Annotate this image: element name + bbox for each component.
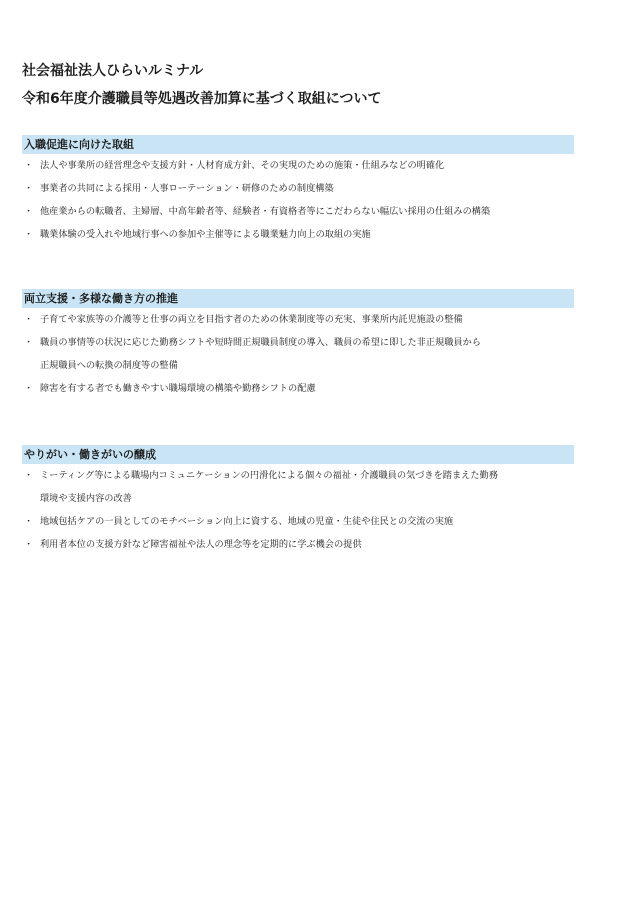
section-recruitment [22, 135, 574, 246]
item-list [22, 154, 574, 246]
item-list [22, 464, 574, 556]
bullet: ・ [24, 470, 34, 481]
bullet: ・ [24, 516, 34, 527]
item-text: 職業体験の受入れや地域行事への参加や主催等による職業魅力向上の取組の実施 [40, 229, 371, 240]
organization-name: 社会福祉法人ひらいルミナル [22, 63, 204, 79]
bullet: ・ [24, 539, 34, 550]
list-item [22, 377, 574, 400]
list-item [22, 308, 574, 331]
item-text: 障害を有する者でも働きやすい職場環境の構築や勤務シフトの配慮 [40, 383, 316, 394]
item-text: 地域包括ケアの一員としてのモチベーション向上に資する、地域の児童・生徒や住民との交流の実施 [40, 516, 454, 527]
list-item [22, 200, 574, 223]
section-work-life-balance [22, 289, 574, 400]
title-block [22, 60, 582, 110]
bullet: ・ [24, 160, 34, 171]
section-heading: やりがい・働きがいの醸成 [22, 445, 574, 464]
item-text: 子育てや家族等の介護等と仕事の両立を目指す者のための休業制度等の充実、事業所内託児施設の整備 [40, 314, 463, 325]
item-list [22, 308, 574, 400]
item-text: 法人や事業所の経営理念や支援方針・人材育成方針、その実現のための施策・仕組みなどの明確化 [40, 160, 445, 171]
section-heading: 入職促進に向けた取組 [22, 135, 574, 154]
bullet: ・ [24, 337, 34, 348]
item-text: 利用者本位の支援方針など障害福祉や法人の理念等を定期的に学ぶ機会の提供 [40, 539, 362, 550]
section-motivation [22, 445, 574, 556]
list-item [22, 464, 574, 510]
list-item [22, 510, 574, 533]
section-heading: 両立支援・多様な働き方の推進 [22, 289, 574, 308]
item-text: 事業者の共同による採用・人事ローテーション・研修のための制度構築 [40, 183, 334, 194]
list-item [22, 331, 574, 377]
bullet: ・ [24, 314, 34, 325]
item-text: ミーティング等による職場内コミュニケーションの円滑化による個々の福祉・介護職員の気づきを踏まえた勤務 [40, 470, 498, 481]
list-item [22, 533, 574, 556]
list-item [22, 223, 574, 246]
item-text-continued: 正規職員への転換の制度等の整備 [40, 360, 178, 371]
list-item [22, 177, 574, 200]
bullet: ・ [24, 383, 34, 394]
list-item [22, 154, 574, 177]
item-text-continued: 環境や支援内容の改善 [40, 493, 132, 504]
item-text: 他産業からの転職者、主婦層、中高年齢者等、経験者・有資格者等にこだわらない幅広い採用の仕組みの構築 [40, 206, 491, 217]
bullet: ・ [24, 183, 34, 194]
bullet: ・ [24, 229, 34, 240]
document-title: 令和6年度介護職員等処遇改善加算に基づく取組について [22, 91, 382, 107]
bullet: ・ [24, 206, 34, 217]
item-text: 職員の事情等の状況に応じた勤務シフトや短時間正規職員制度の導入、職員の希望に即した非正規職員から [40, 337, 481, 348]
